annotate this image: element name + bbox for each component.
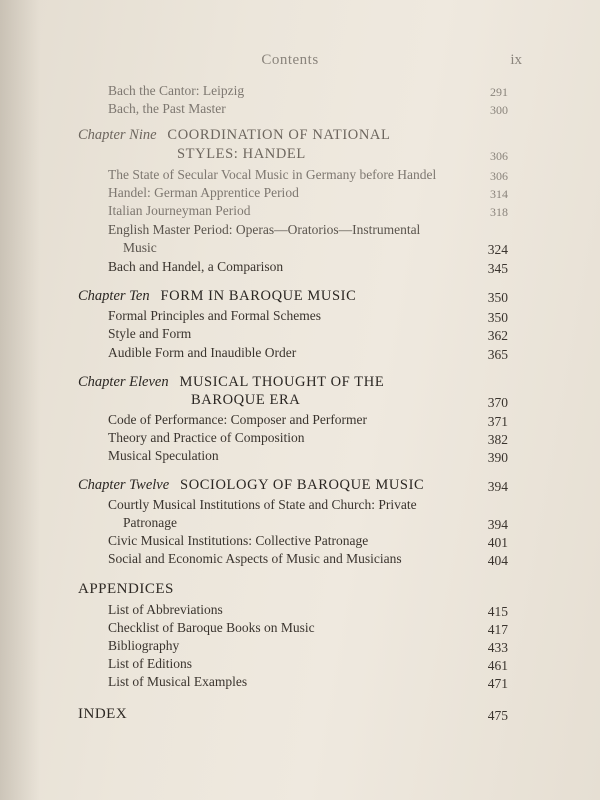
toc-entry: Style and Form: [108, 326, 192, 341]
chapter-label: Chapter Ten: [78, 288, 150, 304]
toc-page-number: 404: [487, 553, 508, 568]
toc-entry: Theory and Practice of Composition: [108, 430, 305, 445]
toc-entry: Formal Principles and Formal Schemes: [108, 308, 321, 323]
chapter-title-line2: BAROQUE ERA: [191, 392, 301, 408]
toc-entry: Bibliography: [108, 638, 180, 653]
toc-entry: Checklist of Baroque Books on Music: [108, 620, 315, 635]
toc-page-number: 365: [487, 347, 508, 362]
toc-page-number: 415: [487, 604, 508, 619]
toc-entry: Bach and Handel, a Comparison: [108, 259, 284, 274]
toc-page-number: 471: [487, 676, 508, 691]
toc-page-number: 461: [487, 658, 508, 673]
toc-page-number: 394: [487, 479, 508, 494]
toc-page-number: 345: [487, 261, 508, 276]
toc-entry: List of Editions: [108, 656, 192, 671]
toc-page-number: 475: [487, 708, 508, 723]
chapter-title: FORM IN BAROQUE MUSIC: [160, 288, 357, 304]
toc-page-number: 300: [490, 103, 508, 117]
toc-page-number: 291: [490, 85, 508, 99]
chapter-label: Chapter Eleven: [78, 374, 169, 390]
toc-page-number: 350: [487, 310, 508, 325]
running-head-page-number: ix: [510, 52, 522, 68]
toc-entry: List of Musical Examples: [108, 674, 248, 689]
toc-page-number: 350: [487, 290, 508, 305]
toc-page-number: 370: [487, 395, 508, 410]
toc-entry: Courtly Musical Institutions of State and Church: Private: [108, 497, 417, 512]
chapter-title: COORDINATION OF NATIONAL: [167, 127, 391, 143]
running-head: [0, 52, 600, 72]
chapter-heading: [78, 127, 390, 144]
toc-page-number: 318: [490, 205, 508, 219]
toc-page-number: 382: [487, 432, 508, 447]
toc-entry: English Master Period: Operas—Oratorios—Instrumental: [108, 222, 421, 237]
appendices-heading: APPENDICES: [78, 581, 174, 597]
toc-entry: The State of Secular Vocal Music in Germany before Handel: [108, 167, 437, 182]
toc-page-number: 401: [487, 535, 508, 550]
toc-page-number: 324: [487, 242, 508, 257]
toc-entry: Musical Speculation: [108, 448, 219, 463]
toc-page-number: 306: [490, 169, 508, 183]
chapter-label: Chapter Nine: [78, 127, 157, 143]
chapter-heading: [78, 477, 424, 494]
chapter-heading: [78, 374, 384, 391]
toc-entry: Bach, the Past Master: [108, 101, 226, 116]
index-heading: INDEX: [78, 706, 128, 722]
chapter-title: SOCIOLOGY OF BAROQUE MUSIC: [180, 477, 425, 493]
toc-entry: Handel: German Apprentice Period: [108, 185, 299, 200]
toc-entry: Bach the Cantor: Leipzig: [108, 83, 245, 98]
toc-page-number: 362: [487, 328, 508, 343]
toc-entry: Civic Musical Institutions: Collective Patronage: [108, 533, 369, 548]
chapter-label: Chapter Twelve: [78, 477, 170, 493]
chapter-heading: [78, 288, 356, 305]
toc-page-number: 390: [487, 450, 508, 465]
toc-entry: Code of Performance: Composer and Performer: [108, 412, 368, 427]
toc-entry-continued: Music: [123, 240, 157, 255]
chapter-title-line2: STYLES: HANDEL: [177, 146, 306, 162]
toc-page-number: 371: [487, 414, 508, 429]
toc-page-number: 433: [487, 640, 508, 655]
toc-page-number: 417: [487, 622, 508, 637]
toc-page-number: 306: [490, 149, 508, 163]
toc-entry: List of Abbreviations: [108, 602, 223, 617]
running-head-title: Contents: [261, 52, 319, 68]
toc-page-number: 314: [490, 187, 508, 201]
toc-entry: Audible Form and Inaudible Order: [108, 345, 297, 360]
toc-entry: Social and Economic Aspects of Music and Musicians: [108, 551, 402, 566]
page-gutter-shadow: [0, 0, 40, 800]
toc-page-number: 394: [487, 517, 508, 532]
toc-entry-continued: Patronage: [123, 515, 177, 530]
chapter-title: MUSICAL THOUGHT OF THE: [179, 374, 385, 390]
toc-entry: Italian Journeyman Period: [108, 203, 251, 218]
